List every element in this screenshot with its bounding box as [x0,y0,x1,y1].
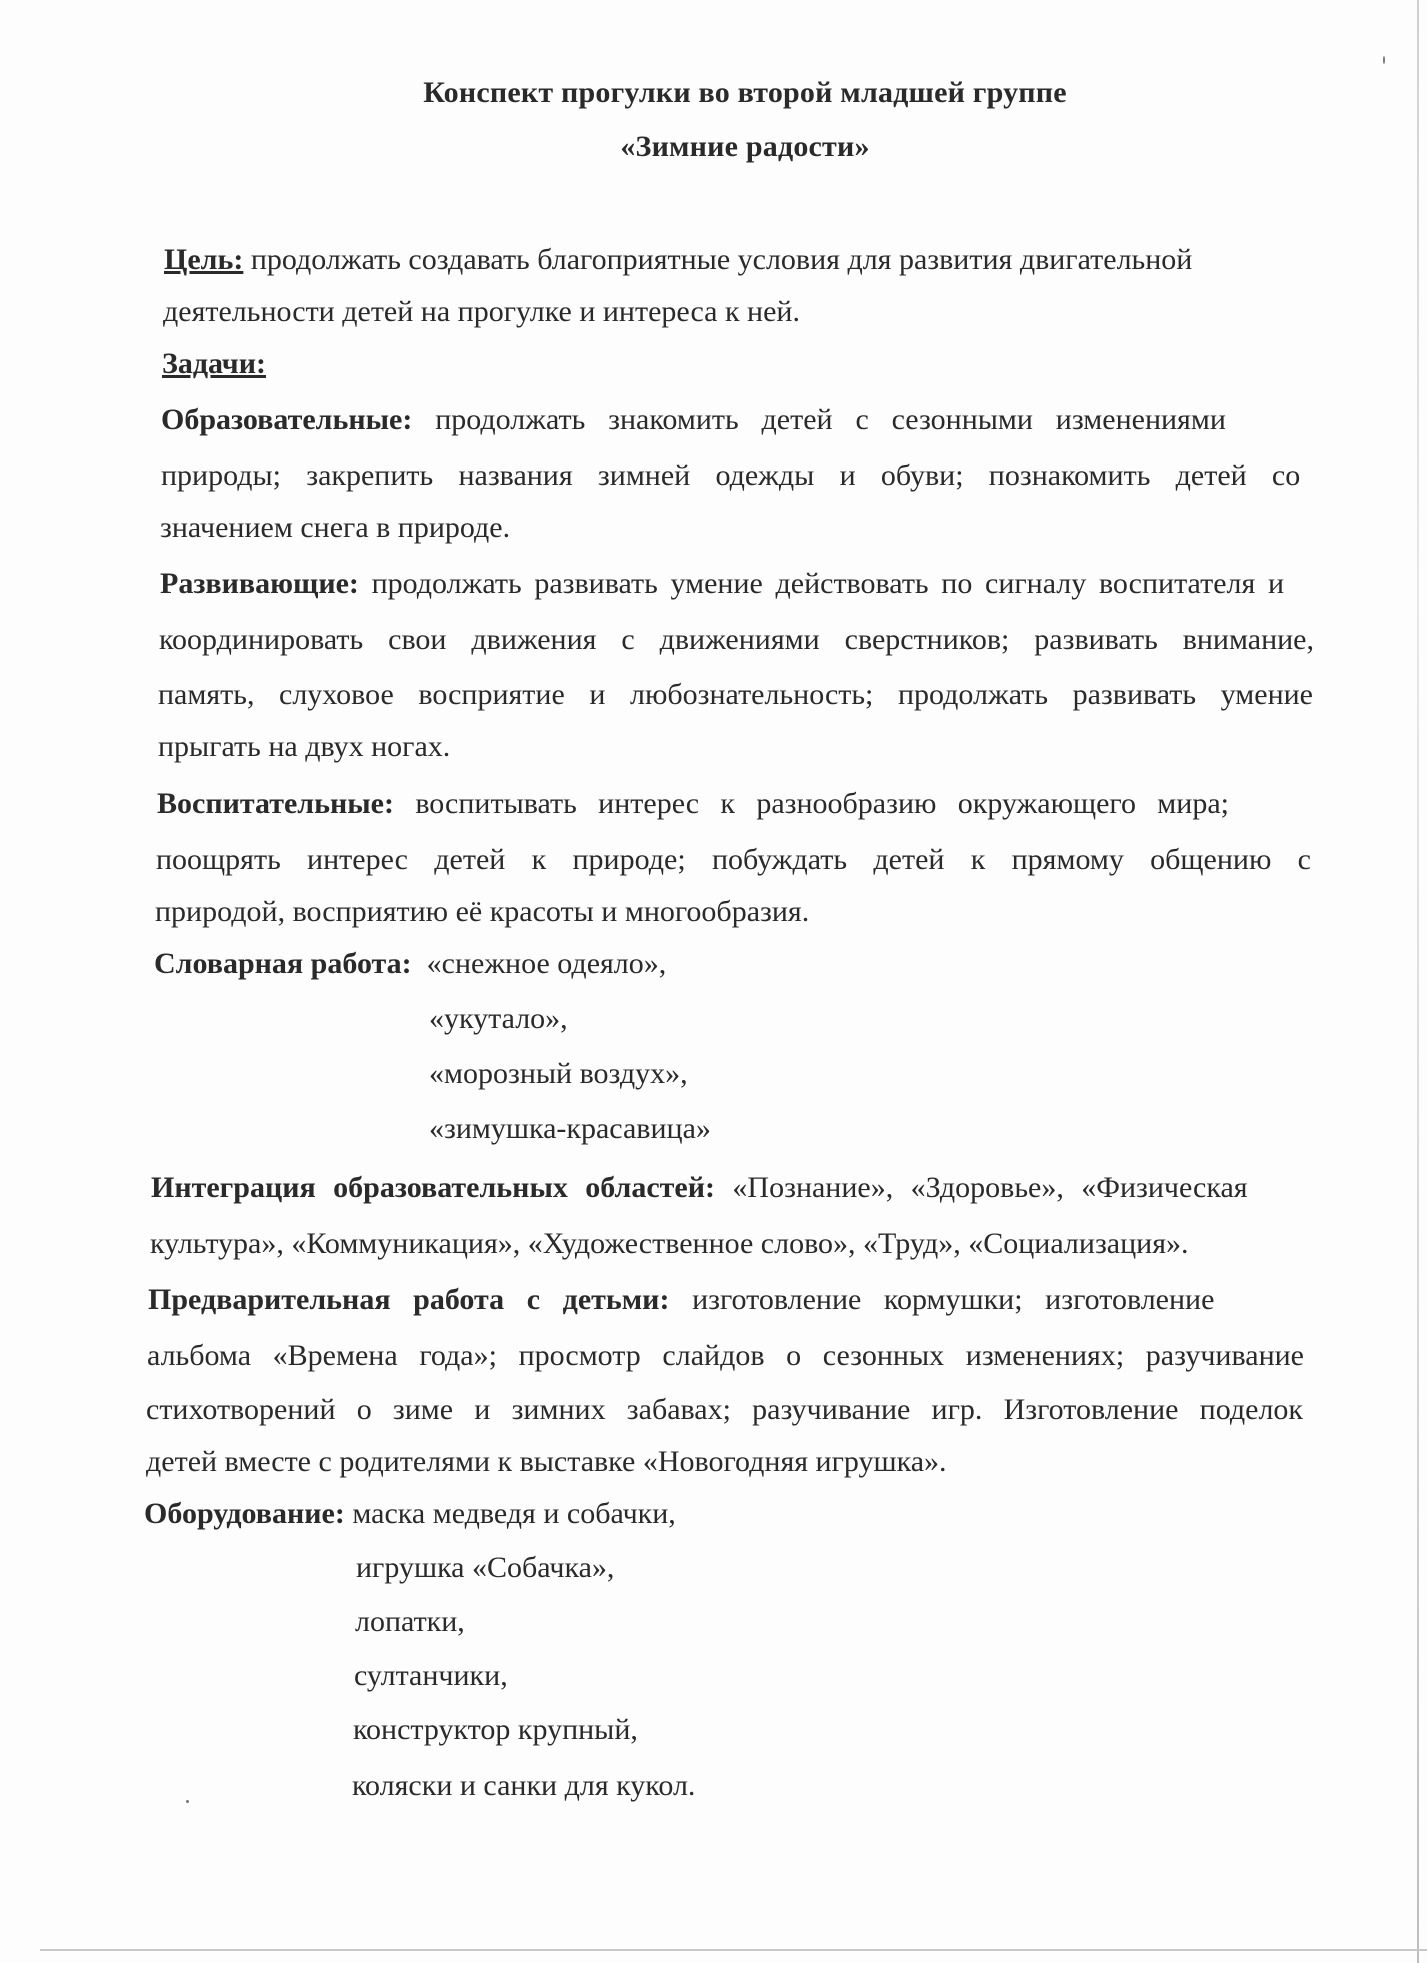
integration-text: «Познание», «Здоровье», «Физическая [732,1171,1248,1204]
preliminary-line-3: стихотворений о зиме и зимних забавах; разучивание игр. Изготовление поделок [146,1393,1303,1426]
document-subtitle: «Зимние радости» [620,130,870,163]
developing-label: Развивающие: [160,567,359,600]
scan-edge [1417,0,1419,1963]
tasks-label [162,346,266,382]
equipment-label: Оборудование: [144,1497,345,1530]
equipment-item: коляски и санки для кукол. [352,1769,696,1802]
preliminary-line-4: детей вместе с родителями к выставке «Новогодняя игрушка». [146,1445,947,1478]
scan-speck [1383,56,1385,64]
equipment-item: конструктор крупный, [353,1713,638,1746]
developing-line-1 [160,566,1284,602]
developing-line-4: прыгать на двух ногах. [158,730,451,763]
educational-line-1 [161,402,1226,438]
vocabulary-item: «снежное одеяло», [426,947,667,980]
educational-line-2: природы; закрепить названия зимней одежды и обуви; познакомить детей со [161,459,1301,492]
developing-line-2: координировать свои движения с движениями сверстников; развивать внимание, [159,623,1314,656]
integration-label: Интеграция образовательных областей: [151,1171,716,1204]
preliminary-line-2: альбома «Времена года»; просмотр слайдов о сезонных изменениях; разучивание [147,1339,1304,1372]
equipment-item: игрушка «Собачка», [356,1551,615,1584]
goal-line-1 [164,242,1192,278]
goal-text: продолжать создавать благоприятные условия для развития двигательной [243,243,1193,276]
scan-edge [40,1949,1427,1951]
upbringing-line-3: природой, восприятию её красоты и многообразия. [155,895,810,928]
educational-label: Образовательные: [161,403,413,436]
educational-text: продолжать знакомить детей с сезонными изменениями [435,403,1226,436]
upbringing-line-1 [157,786,1229,822]
tasks-label-text: Задачи: [162,347,267,380]
equipment-line-1 [144,1496,676,1532]
integration-line-2: культура», «Коммуникация», «Художественное слово», «Труд», «Социализация». [150,1227,1189,1260]
goal-line-2: деятельности детей на прогулке и интереса к ней. [163,295,800,328]
document-title: Конспект прогулки во второй младшей группе [423,76,1067,109]
vocabulary-item: «морозный воздух», [429,1057,688,1090]
developing-line-3: память, слуховое восприятие и любознательность; продолжать развивать умение [158,678,1313,711]
equipment-item: маска медведя и собачки, [352,1497,676,1530]
equipment-item: султанчики, [354,1659,508,1692]
integration-line-1 [151,1170,1248,1206]
upbringing-label: Воспитательные: [157,787,394,820]
vocabulary-label: Словарная работа: [154,947,412,980]
preliminary-label: Предварительная работа с детьми: [148,1283,670,1316]
preliminary-line-1 [148,1282,1214,1318]
upbringing-line-2: поощрять интерес детей к природе; побуждать детей к прямому общению с [156,843,1311,876]
developing-text: продолжать развивать умение действовать по сигналу воспитателя и [371,567,1285,600]
goal-label: Цель: [164,243,244,276]
vocabulary-item: «укутало», [429,1002,568,1035]
scan-speck [186,1800,189,1803]
vocabulary-line-1 [154,946,666,982]
upbringing-text: воспитывать интерес к разнообразию окружающего мира; [415,787,1230,820]
preliminary-text: изготовление кормушки; изготовление [692,1283,1215,1316]
vocabulary-item: «зимушка-красавица» [429,1112,711,1145]
equipment-item: лопатки, [355,1605,465,1638]
educational-line-3: значением снега в природе. [160,511,511,544]
